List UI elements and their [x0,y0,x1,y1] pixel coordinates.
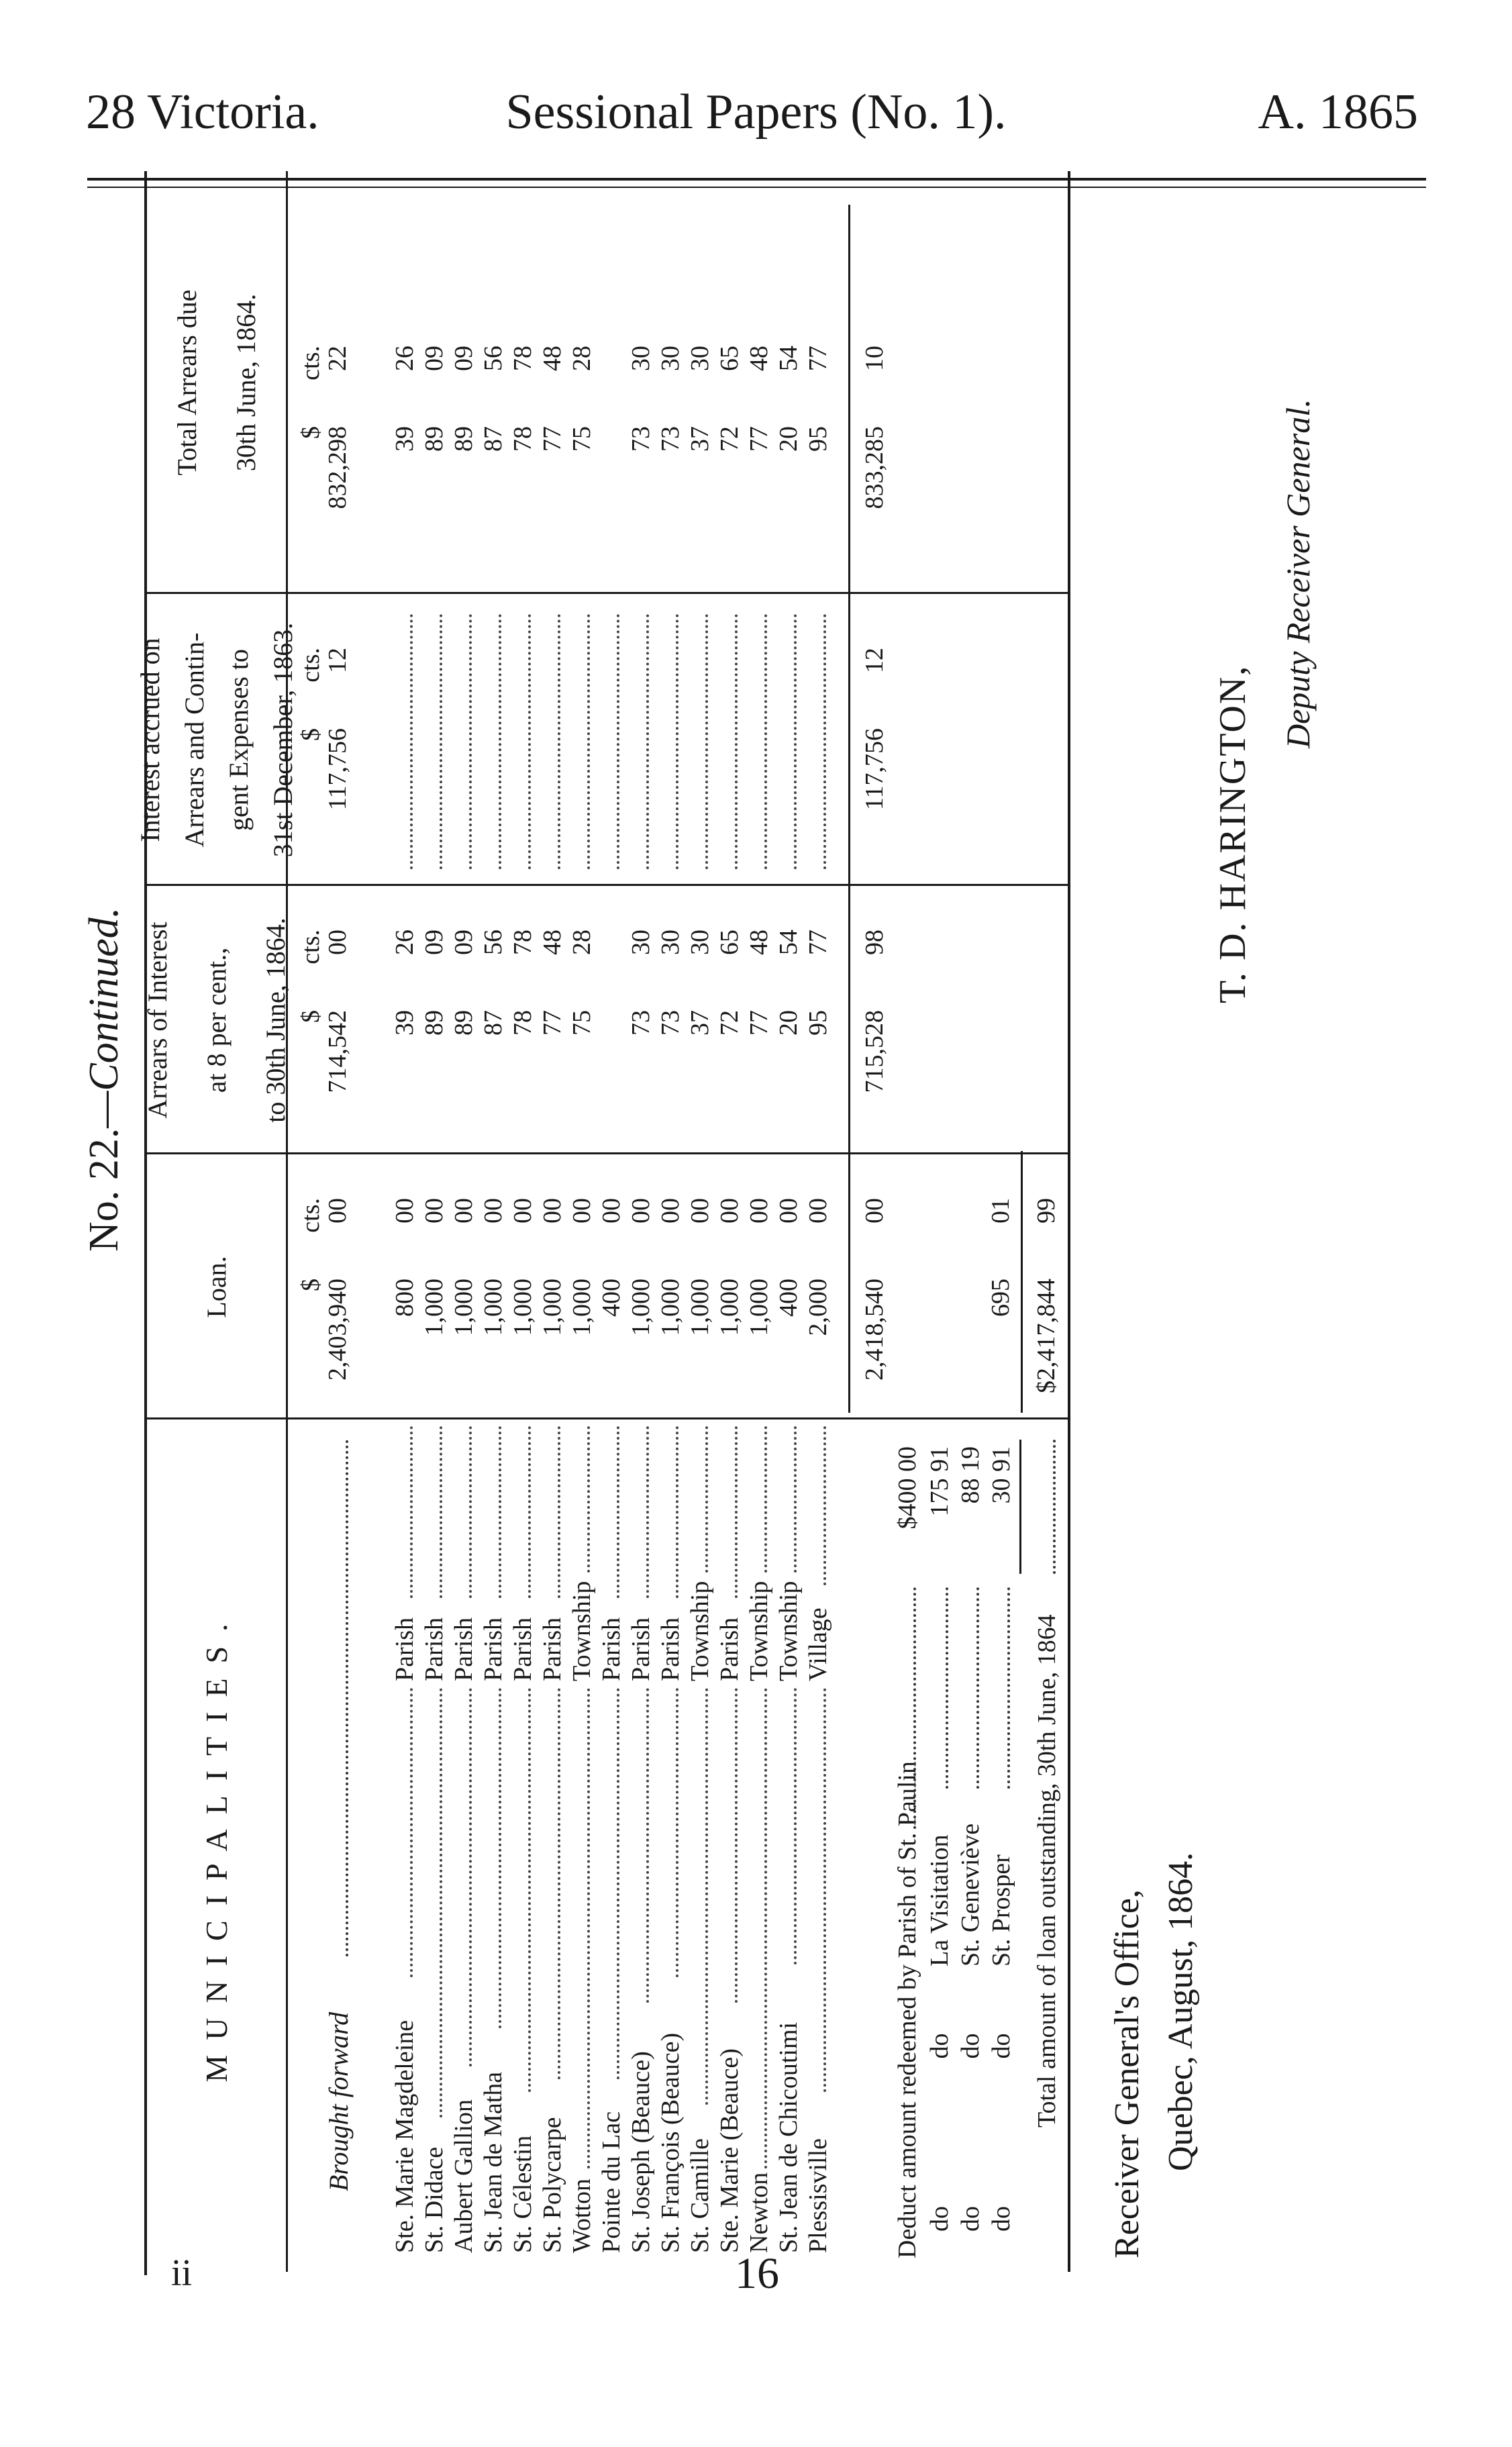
total-arrears-cts: 98 [860,930,889,955]
cell-loan: 1,000 [568,1279,596,1336]
cell-arrears: 89 [420,1010,448,1036]
total-cts-unit: cts. [297,346,325,381]
leader-dots [646,1688,649,2003]
leader-dots [346,1440,348,1956]
leader-dots [1053,1440,1056,1574]
cell-arrears-cts: 30 [656,930,685,955]
cell-loan: 400 [597,1279,625,1317]
cell-total-cts: 78 [509,346,537,371]
leader-dots [646,1426,649,1598]
cell-loan-cts: 00 [509,1198,537,1224]
cell-arrears-cts: 09 [420,930,448,955]
leader-dots [676,1688,678,1977]
leader-dots [528,1426,531,1598]
cell-loan: 1,000 [479,1279,507,1336]
cell-arrears: 73 [656,1010,685,1036]
municipal-loans-table [134,171,1070,2272]
leader-dots [499,1426,501,1598]
cell-total-cts: 56 [479,346,507,371]
cell-loan-cts: 00 [804,1198,832,1224]
cell-loan-cts: 00 [420,1198,448,1224]
leader-dots [499,1688,501,2028]
municipality-kind: Parish [656,1617,685,1681]
municipality-name: St. Camille [686,2138,714,2253]
leader-dots [946,1587,948,1789]
cell-arrears: 77 [745,1010,773,1036]
brought-forward-label: Brought forward [323,2011,354,2191]
leader-dots [410,1426,413,1598]
municipality-kind: Village [804,1607,832,1681]
table-row [567,171,597,2272]
cell-total: 77 [745,426,773,452]
cell-arrears-cts: 77 [804,930,832,955]
leader-dots [558,1688,560,2079]
leader-dots [976,1587,979,1789]
cell-loan-cts: 00 [450,1198,478,1224]
leader-dots [617,1688,619,2079]
municipality-name: Wotton [568,2179,596,2253]
header-right: A. 1865 [1258,85,1418,140]
cell-arrears-cts: 54 [774,930,803,955]
leader-dots [705,1426,708,1572]
leader-dots [440,1688,442,2117]
cell-loan: 1,000 [656,1279,685,1336]
outstanding-value: $2,417,844 [1032,1279,1060,1393]
leader-dots [823,1688,826,2092]
leader-dots [764,1688,767,2168]
cell-arrears-cts: 09 [450,930,478,955]
municipality-name: Newton [745,2172,773,2253]
interest-filler-dots [646,614,649,869]
cell-loan-cts: 00 [656,1198,685,1224]
deduction-intro: Deduct amount redeemed by Parish of St. Paulin [893,1761,921,2258]
arrears-dollar-unit: $ [297,1010,325,1023]
interest-filler-dots [764,614,767,869]
cell-arrears-cts: 48 [745,930,773,955]
bf-loan-cts: 00 [323,1198,352,1224]
table-row [656,171,685,2272]
interest-filler-dots [558,614,560,869]
cell-total-cts: 54 [774,346,803,371]
leader-dots [764,1426,767,1572]
cell-loan: 2,000 [804,1279,832,1336]
cell-arrears: 73 [627,1010,655,1036]
interest-filler-dots [499,614,501,869]
bf-arrears: 714,542 [323,1010,352,1093]
footer-page-number: 16 [735,2249,779,2298]
cell-total: 95 [804,426,832,452]
interest-filler-dots [794,614,797,869]
municipality-kind: Parish [715,1617,744,1681]
total-interest-cts: 12 [860,648,889,673]
leader-dots [587,1426,590,1572]
caption-continued: —Continued. [81,907,127,1128]
cell-arrears: 75 [568,1010,596,1036]
table-row [538,171,567,2272]
bf-interest: 117,756 [323,728,352,811]
table-row [774,171,803,2272]
cell-loan: 1,000 [686,1279,714,1336]
arrears-cts-unit: cts. [297,930,325,964]
cell-arrears-cts: 78 [509,930,537,955]
deduction-ditto: do do St. Prosper [987,1854,1015,2232]
grand-total: 833,285 [860,426,889,509]
municipality-kind: Parish [538,1617,566,1681]
interest-cts-unit: cts. [297,648,325,683]
interest-filler-dots [469,614,472,869]
cell-total-cts: 48 [745,346,773,371]
deduction-ditto: do do St. Geneviève [956,1823,985,2232]
table-row [715,171,744,2272]
municipality-name: St. Jean de Chicoutimi [774,2021,803,2253]
interest-dollar-unit: $ [297,728,325,741]
cell-arrears: 72 [715,1010,744,1036]
cell-loan-cts: 00 [597,1198,625,1224]
caption-number: No. 22. [81,1128,127,1252]
outstanding-label: Total amount of loan outstanding, 30th June, 1864 [1033,1614,1061,2128]
header-left: 28 Victoria. [86,85,319,140]
table-row [508,171,538,2272]
loan-dollar-unit: $ [297,1279,325,1291]
cell-total-cts: 30 [627,346,655,371]
cell-arrears-cts: 56 [479,930,507,955]
bf-total-cts: 22 [323,346,352,371]
municipality-name: St. François (Beauce) [656,2032,685,2253]
cell-loan: 400 [774,1279,803,1317]
bf-interest-cts: 12 [323,648,352,673]
cell-arrears: 39 [391,1010,419,1036]
cell-loan: 1,000 [627,1279,655,1336]
column-header-total: Total Arrears due 30th June, 1864. [147,171,288,594]
total-loan-cts: 00 [860,1198,889,1224]
cell-arrears: 87 [479,1010,507,1036]
total-interest: 117,756 [860,728,889,811]
cell-arrears-cts: 65 [715,930,744,955]
cell-total: 73 [656,426,685,452]
deduction-amount: $400 00 [893,1446,921,1530]
municipality-name: St. Célestin [509,2135,537,2253]
table-row [744,171,774,2272]
leader-dots [735,1426,738,1598]
cell-total-cts: 77 [804,346,832,371]
footer-roman-numeral: ii [171,2252,193,2294]
cell-total: 77 [538,426,566,452]
cell-arrears-cts: 30 [686,930,714,955]
table-row [478,171,508,2272]
cell-arrears: 78 [509,1010,537,1036]
municipality-kind: Parish [391,1617,419,1681]
cell-loan-cts: 00 [774,1198,803,1224]
cell-loan: 1,000 [420,1279,448,1336]
interest-filler-dots [705,614,708,869]
cell-loan: 1,000 [538,1279,566,1336]
total-arrears: 715,528 [860,1010,889,1093]
totals-rule [848,205,850,1413]
cell-total-cts: 65 [715,346,744,371]
leader-dots [705,1688,708,2105]
leader-dots [558,1426,560,1598]
column-header-interest: Interest accrued on Arrears and Contin- gent Expenses to 31st December, 1863. [147,594,288,886]
cell-loan-cts: 00 [745,1198,773,1224]
cell-loan: 800 [391,1279,419,1317]
cell-arrears-cts: 26 [391,930,419,955]
office-name: Receiver General's Office, [1108,1889,1146,2258]
cell-loan-cts: 00 [479,1198,507,1224]
interest-filler-dots [735,614,738,869]
municipality-name: St. Polycarpe [538,2117,566,2253]
cell-loan-cts: 00 [686,1198,714,1224]
table-row [597,171,626,2272]
interest-filler-dots [823,614,826,869]
table-row [685,171,715,2272]
cell-total-cts: 30 [656,346,685,371]
cell-total: 87 [479,426,507,452]
cell-total-cts: 09 [420,346,448,371]
cell-arrears: 89 [450,1010,478,1036]
municipality-name: St. Jean de Matha [479,2071,507,2253]
deduction-amount: 175 91 [925,1446,954,1517]
cell-total: 75 [568,426,596,452]
cell-loan: 1,000 [509,1279,537,1336]
municipality-kind: Parish [479,1617,507,1681]
leader-dots [794,1426,797,1572]
deduction-sum-rule [1019,1440,1021,1574]
leader-dots [1007,1587,1010,1789]
municipality-kind: Township [774,1581,803,1681]
cell-loan-cts: 00 [627,1198,655,1224]
signatory-name: T. D. HARINGTON, [1212,664,1254,1003]
interest-filler-dots [410,614,413,869]
rotated-table-block [81,171,1413,2272]
column-header-municipalities: MUNICIPALITIES. [147,1419,288,2272]
bf-total: 832,298 [323,426,352,509]
municipality-name: St. Didace [420,2146,448,2253]
municipality-name: Pointe du Lac [597,2111,625,2253]
cell-loan-cts: 00 [715,1198,744,1224]
column-header-loan: Loan. [147,1154,288,1419]
leader-dots [528,1688,531,2092]
cell-arrears: 95 [804,1010,832,1036]
leader-dots [913,1587,916,1829]
header-center: Sessional Papers (No. 1). [505,85,1007,140]
leader-dots [469,1426,472,1598]
leader-dots [676,1426,678,1598]
municipality-kind: Parish [420,1617,448,1681]
leader-dots [794,1688,797,1964]
municipality-name: St. Joseph (Beauce) [627,2051,655,2253]
leader-dots [617,1426,619,1598]
loan-cts-unit: cts. [297,1198,325,1233]
cell-total: 73 [627,426,655,452]
table-row [803,171,833,2272]
cell-total-cts: 09 [450,346,478,371]
interest-filler-dots [617,614,619,869]
municipality-name: Ste. Marie Magdeleine [391,2019,419,2253]
interest-filler-dots [440,614,442,869]
grand-total-cts: 10 [860,346,889,371]
interest-filler-dots [528,614,531,869]
outstanding-rule [1021,1151,1023,1413]
cell-loan-cts: 00 [391,1198,419,1224]
municipality-name: Plessisville [804,2138,832,2253]
leader-dots [440,1426,442,1598]
cell-total: 20 [774,426,803,452]
cell-loan: 1,000 [715,1279,744,1336]
bf-arrears-cts: 00 [323,930,352,955]
total-loan: 2,418,540 [860,1279,889,1381]
cell-total-cts: 48 [538,346,566,371]
office-place-date: Quebec, August, 1864. [1162,1852,1200,2171]
municipality-kind: Parish [627,1617,655,1681]
leader-dots [823,1426,826,1585]
municipality-kind: Township [745,1581,773,1681]
interest-filler-dots [676,614,678,869]
table-row [390,171,419,2272]
cell-total-cts: 26 [391,346,419,371]
deduction-sum-cts: 01 [987,1198,1015,1224]
cell-total: 72 [715,426,744,452]
leader-dots [587,1688,590,2168]
table-caption [81,907,128,1252]
municipality-kind: Township [686,1581,714,1681]
leader-dots [469,1688,472,2066]
deduction-amount: 88 19 [956,1446,985,1504]
table-row [626,171,656,2272]
cell-loan-cts: 00 [538,1198,566,1224]
municipality-name: Ste. Marie (Beauce) [715,2048,744,2253]
leader-dots [410,1688,413,1977]
table-row [449,171,478,2272]
cell-arrears-cts: 48 [538,930,566,955]
cell-total-cts: 30 [686,346,714,371]
municipality-kind: Parish [509,1617,537,1681]
cell-loan: 1,000 [745,1279,773,1336]
deduction-sum: 695 [987,1279,1015,1317]
cell-loan-cts: 00 [568,1198,596,1224]
outstanding-cts: 99 [1032,1198,1060,1224]
municipality-kind: Parish [450,1617,478,1681]
municipality-name: Aubert Gallion [450,2099,478,2253]
cell-total: 89 [450,426,478,452]
deduction-amount: 30 91 [987,1446,1015,1504]
cell-total: 39 [391,426,419,452]
cell-total: 37 [686,426,714,452]
cell-total: 78 [509,426,537,452]
municipality-kind: Township [568,1581,596,1681]
cell-total: 89 [420,426,448,452]
signatory-title: Deputy Receiver General. [1279,399,1317,748]
cell-arrears: 20 [774,1010,803,1036]
column-header-arrears: Arrears of Interest at 8 per cent., to 30th June, 1864. [147,886,288,1154]
cell-arrears: 37 [686,1010,714,1036]
municipality-kind: Parish [597,1617,625,1681]
bf-loan: 2,403,940 [323,1279,352,1381]
cell-arrears-cts: 28 [568,930,596,955]
cell-arrears-cts: 30 [627,930,655,955]
table-row [419,171,449,2272]
leader-dots [735,1688,738,2003]
cell-loan: 1,000 [450,1279,478,1336]
deduction-ditto: do do La Visitation [925,1834,954,2232]
total-dollar-unit: $ [297,426,325,439]
interest-filler-dots [587,614,590,869]
cell-total-cts: 28 [568,346,596,371]
cell-arrears: 77 [538,1010,566,1036]
